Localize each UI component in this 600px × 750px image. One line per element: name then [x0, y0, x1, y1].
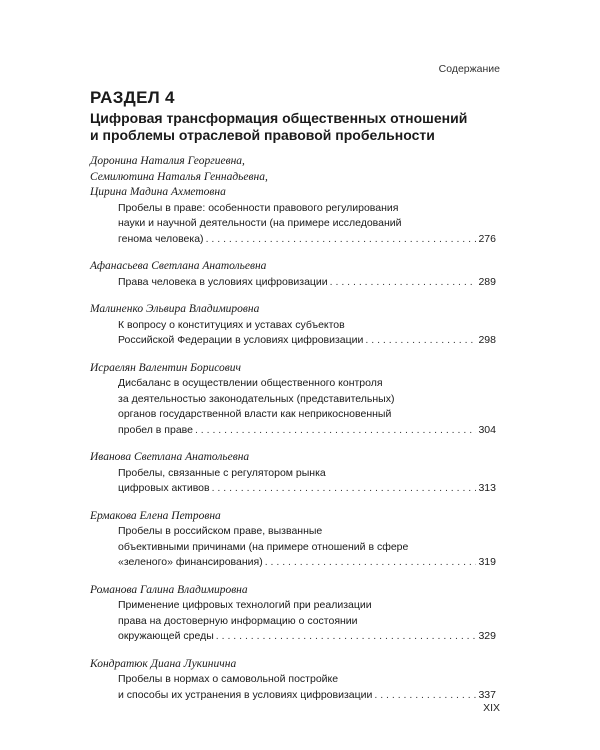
article-title-line: генома человека): [118, 232, 204, 245]
article-title-line: Дисбаланс в осуществлении общественного контроля: [118, 377, 383, 389]
toc-entry[interactable]: [90, 361, 496, 439]
dot-leader: [212, 481, 477, 497]
author-name: Семилютина Наталья Геннадьевна,: [90, 170, 268, 183]
article-title: [90, 318, 496, 349]
running-head: Содержание: [438, 63, 500, 75]
article-title-line: К вопросу о конституциях и уставах субъектов: [118, 318, 345, 331]
dot-leader: [216, 629, 477, 645]
author-name: Цирина Мадина Ахметовна: [90, 186, 226, 198]
toc-entry[interactable]: [90, 302, 496, 349]
article-title-line: Пробелы в праве: особенности правового регулирования: [118, 201, 399, 214]
article-title: [90, 598, 496, 645]
page-ref[interactable]: 313: [478, 482, 496, 494]
page-ref[interactable]: 298: [478, 334, 496, 346]
article-last-line: [118, 333, 496, 349]
article-title: [90, 376, 496, 438]
section-title-line: и проблемы отраслевой правовой пробельности: [90, 127, 435, 143]
article-last-line: [118, 481, 496, 497]
author-name: Афанасьева Светлана Анатольевна: [90, 260, 267, 272]
toc-entry[interactable]: [90, 450, 496, 497]
article-title-line: Пробелы в нормах о самовольной постройке: [118, 673, 339, 685]
toc-entries: [90, 154, 496, 715]
toc-entry[interactable]: [90, 154, 496, 247]
page-number: XIX: [483, 702, 500, 714]
article-title-line: «зеленого» финансирования): [118, 556, 263, 568]
dot-leader: [330, 275, 477, 291]
article-title-line: и способы их устранения в условиях цифровизации: [118, 688, 373, 701]
dot-leader: [206, 232, 477, 248]
section-label: РАЗДЕЛ 4: [90, 88, 175, 107]
article-last-line: [118, 232, 496, 248]
article-title: [90, 275, 496, 291]
toc-entry[interactable]: [90, 583, 496, 645]
author-name: Доронина Наталия Георгиевна,: [90, 155, 245, 167]
page-ref[interactable]: 289: [478, 275, 496, 288]
section-title: [90, 110, 510, 144]
article-title: [90, 466, 496, 497]
author-name: Иванова Светлана Анатольевна: [90, 451, 250, 463]
article-title-line: Пробелы в российском праве, вызванные: [118, 525, 323, 537]
dot-leader: [365, 333, 476, 349]
page-ref[interactable]: 337: [478, 688, 496, 701]
page-ref[interactable]: 319: [478, 556, 496, 568]
article-title-line: Применение цифровых технологий при реализации: [118, 599, 372, 611]
article-title-line: права на достоверную информацию о состоянии: [118, 614, 358, 627]
author-name: Исраелян Валентин Борисович: [90, 361, 242, 374]
article-title-line: пробел в праве: [118, 423, 193, 436]
page-ref[interactable]: 276: [478, 232, 496, 245]
article-title: [90, 524, 496, 571]
article-last-line: [118, 275, 496, 291]
article-last-line: [118, 688, 496, 704]
author-name: Кондратюк Диана Лукинична: [90, 657, 237, 670]
page-ref[interactable]: 304: [478, 423, 496, 436]
article-title: [90, 672, 496, 703]
article-title-line: Пробелы, связанные с регулятором рынка: [118, 466, 326, 479]
article-title-line: объективными причинами (на примере отношений в сфере: [118, 540, 409, 553]
article-last-line: [118, 555, 496, 571]
author-name: Романова Галина Владимировна: [90, 583, 248, 596]
author-name: Малиненко Эльвира Владимировна: [90, 303, 260, 315]
section-title-line: Цифровая трансформация общественных отношений: [90, 110, 468, 126]
toc-entry[interactable]: [90, 509, 496, 571]
toc-entry[interactable]: [90, 657, 496, 704]
article-title-line: окружающей среды: [118, 630, 214, 642]
section-heading: [90, 88, 510, 144]
toc-entry[interactable]: [90, 259, 496, 290]
article-last-line: [118, 423, 496, 439]
author-name: Ермакова Елена Петровна: [90, 509, 221, 522]
dot-leader: [374, 688, 476, 704]
article-title-line: науки и научной деятельности (на примере исследований: [118, 217, 402, 229]
page-ref[interactable]: 329: [478, 630, 496, 642]
article-title-line: органов государственной власти как неприкосновенный: [118, 408, 392, 420]
article-title: [90, 201, 496, 248]
article-title-line: цифровых активов: [118, 482, 210, 494]
dot-leader: [195, 423, 477, 439]
article-title-line: Права человека в условиях цифровизации: [118, 275, 328, 288]
article-title-line: за деятельностью законодательных (представительных): [118, 392, 395, 405]
article-title-line: Российской Федерации в условиях цифровизации: [118, 334, 364, 346]
dot-leader: [265, 555, 477, 571]
article-last-line: [118, 629, 496, 645]
